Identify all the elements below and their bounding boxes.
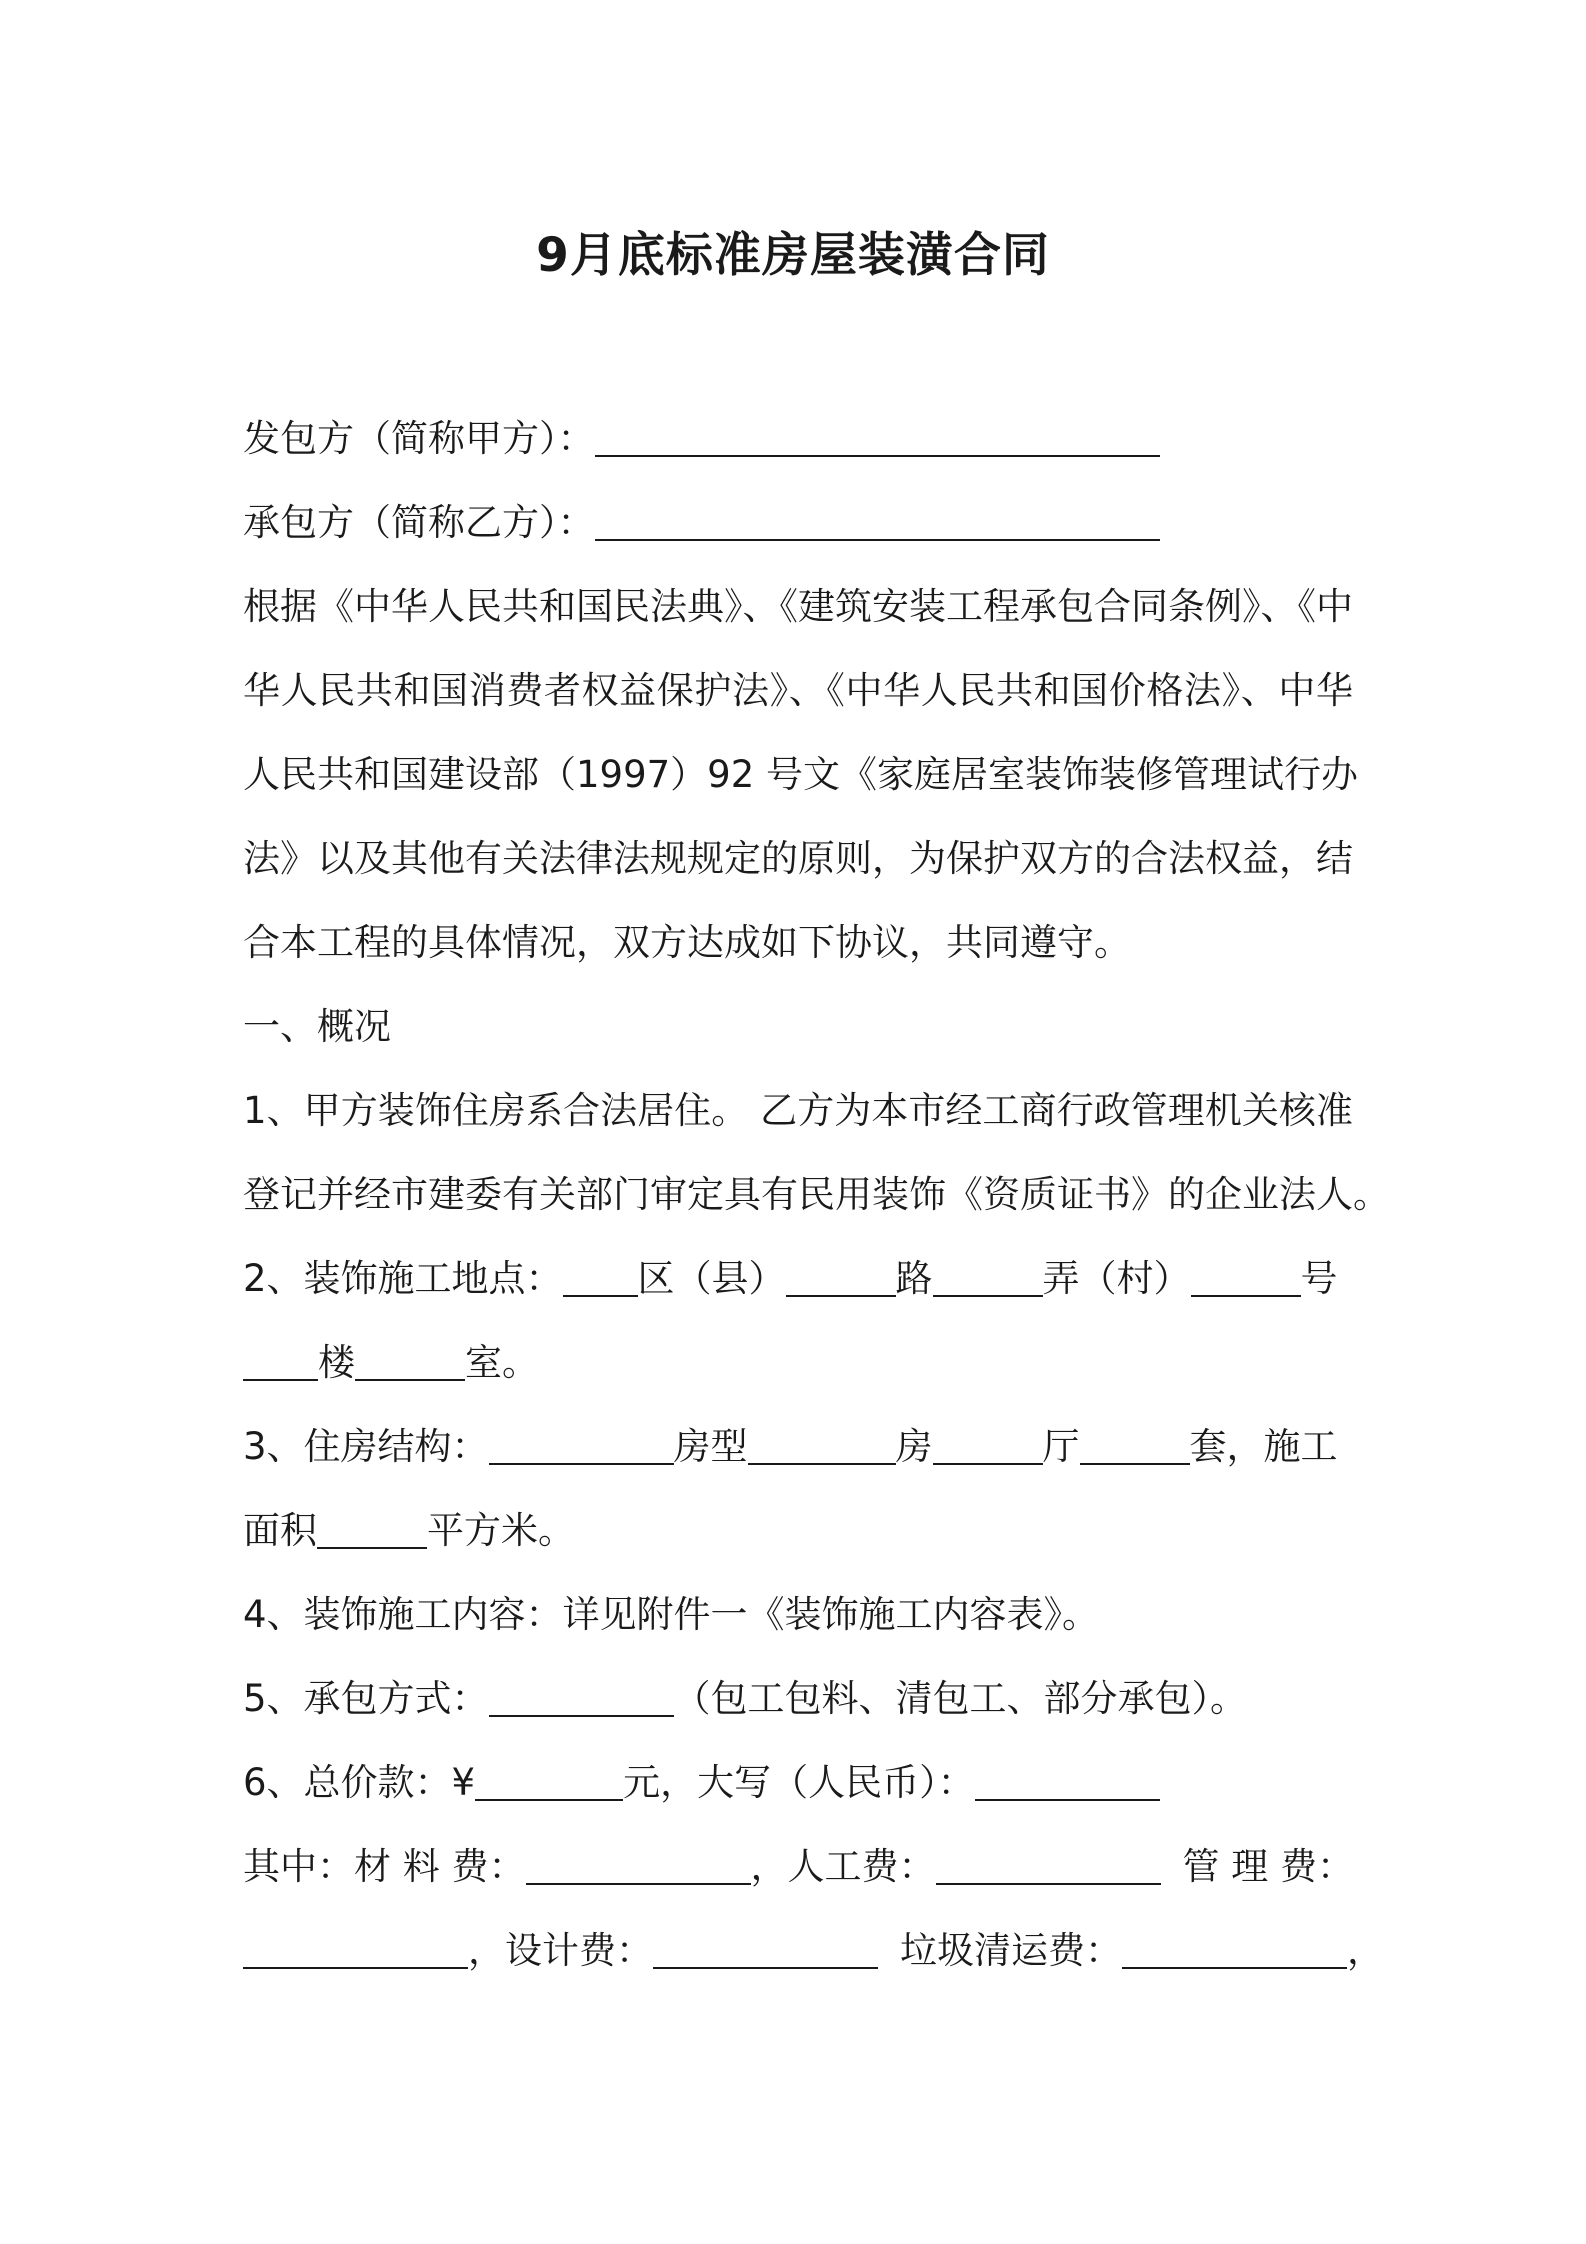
preamble-line-1: 根据《中华人民共和国民法典》、《建筑安装工程承包合同条例》、《中 bbox=[243, 585, 1353, 628]
item-6-line bbox=[243, 1758, 1383, 1808]
management-fee-blank[interactable] bbox=[243, 1927, 468, 1969]
total-price-words-blank[interactable] bbox=[975, 1759, 1160, 1801]
fees-prefix: 其中： bbox=[243, 1845, 354, 1888]
party-b-label: 承包方（简称乙方）： bbox=[243, 501, 595, 544]
room-blank[interactable] bbox=[355, 1339, 465, 1381]
building-label: 楼 bbox=[318, 1341, 355, 1384]
area-blank[interactable] bbox=[317, 1507, 427, 1549]
item-5-label: 5、承包方式： bbox=[243, 1677, 489, 1720]
number-label: 号 bbox=[1300, 1257, 1338, 1300]
area-unit: 平方米。 bbox=[427, 1509, 575, 1552]
structure-blank[interactable] bbox=[489, 1423, 674, 1465]
building-blank[interactable] bbox=[243, 1339, 318, 1381]
halls-label: 厅 bbox=[1042, 1425, 1080, 1468]
area-label: 面积 bbox=[243, 1509, 317, 1552]
garbage-fee-blank[interactable] bbox=[1122, 1927, 1347, 1969]
lane-blank[interactable] bbox=[933, 1255, 1043, 1297]
labor-fee-blank[interactable] bbox=[936, 1843, 1161, 1885]
item-6-label: 6、总价款：¥ bbox=[243, 1761, 476, 1804]
contract-mode-options: （包工包料、清包工、部分承包）。 bbox=[673, 1677, 1248, 1720]
preamble-line-5: 合本工程的具体情况，双方达成如下协议，共同遵守。 bbox=[243, 921, 1131, 964]
lane-label: 弄（村） bbox=[1042, 1257, 1191, 1300]
trailing-comma: ， bbox=[1347, 1929, 1384, 1972]
fees-line-1 bbox=[243, 1842, 1383, 1892]
number-blank[interactable] bbox=[1191, 1255, 1301, 1297]
fees-line-2 bbox=[243, 1926, 1383, 1976]
item-2-label: 2、装饰施工地点： bbox=[243, 1257, 563, 1300]
design-fee-blank[interactable] bbox=[653, 1927, 878, 1969]
garbage-fee-label: 垃圾清运费： bbox=[900, 1929, 1122, 1972]
item-3-line-2 bbox=[243, 1506, 1383, 1556]
item-1-line-2: 登记并经市建委有关部门审定具有民用装饰《资质证书》的企业法人。 bbox=[243, 1173, 1390, 1216]
type-blank[interactable] bbox=[748, 1423, 896, 1465]
section-1-heading: 一、概况 bbox=[243, 1005, 391, 1048]
contract-mode-blank[interactable] bbox=[489, 1675, 674, 1717]
party-a-blank[interactable] bbox=[595, 415, 1160, 457]
road-label: 路 bbox=[895, 1257, 933, 1300]
item-2-line-2 bbox=[243, 1338, 1383, 1388]
material-fee-blank[interactable] bbox=[526, 1843, 751, 1885]
item-1-line-1: 1、甲方装饰住房系合法居住。 乙方为本市经工商行政管理机关核准 bbox=[243, 1089, 1353, 1132]
design-fee-label: ，设计费： bbox=[468, 1929, 653, 1972]
preamble-line-3: 人民共和国建设部（1997）92 号文《家庭居室装饰装修管理试行办 bbox=[243, 753, 1359, 796]
material-fee-label: 材 料 费： bbox=[354, 1845, 526, 1888]
district-blank[interactable] bbox=[563, 1255, 638, 1297]
district-label: 区（县） bbox=[637, 1257, 786, 1300]
rooms-blank[interactable] bbox=[933, 1423, 1043, 1465]
document-title: 9月底标准房屋装潢合同 bbox=[536, 228, 1050, 283]
party-a-line bbox=[243, 414, 1383, 464]
total-price-blank[interactable] bbox=[475, 1759, 623, 1801]
rooms-label: 房 bbox=[895, 1425, 933, 1468]
item-4-line: 4、装饰施工内容：详见附件一《装饰施工内容表》。 bbox=[243, 1593, 1100, 1636]
type-label: 房型 bbox=[673, 1425, 748, 1468]
item-5-line bbox=[243, 1674, 1383, 1724]
yuan-label: 元，大写（人民币）： bbox=[623, 1761, 975, 1804]
item-2-line-1 bbox=[243, 1254, 1383, 1304]
party-b-line bbox=[243, 498, 1383, 548]
suite-label: 套，施工 bbox=[1189, 1425, 1338, 1468]
room-label: 室。 bbox=[465, 1341, 539, 1384]
item-3-line-1 bbox=[243, 1422, 1383, 1472]
labor-fee-label: ，人工费： bbox=[750, 1845, 936, 1888]
road-blank[interactable] bbox=[786, 1255, 896, 1297]
halls-blank[interactable] bbox=[1080, 1423, 1190, 1465]
preamble-line-2: 华人民共和国消费者权益保护法》、《中华人民共和国价格法》、中华 bbox=[243, 669, 1353, 712]
preamble-line-4: 法》以及其他有关法律法规规定的原则，为保护双方的合法权益，结 bbox=[243, 837, 1353, 880]
party-a-label: 发包方（简称甲方）： bbox=[243, 417, 595, 460]
management-fee-label: 管 理 费： bbox=[1182, 1845, 1355, 1888]
party-b-blank[interactable] bbox=[595, 499, 1160, 541]
item-3-label: 3、住房结构： bbox=[243, 1425, 489, 1468]
